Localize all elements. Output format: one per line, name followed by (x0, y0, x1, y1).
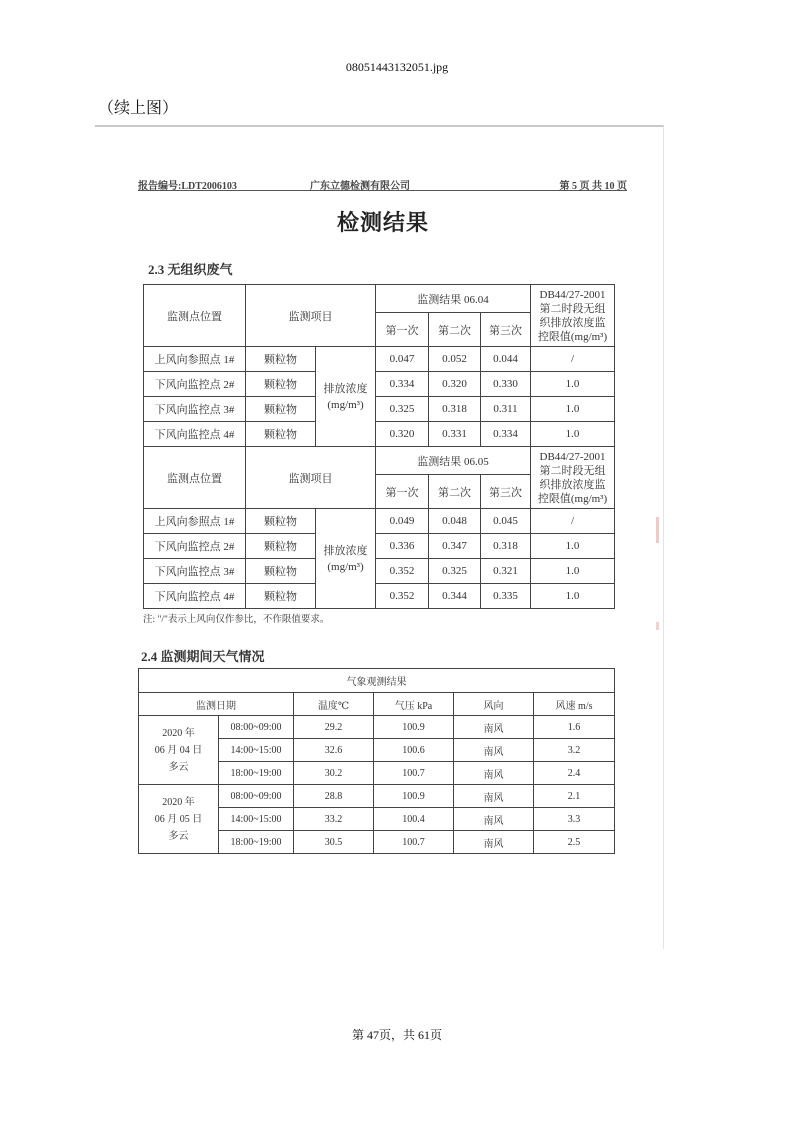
result-date-header: 监测结果 06.05 (376, 447, 531, 475)
point-cell: 下风向监控点 2# (144, 372, 246, 397)
page-title: 检测结果 (336, 210, 429, 235)
wind-speed-header: 风速 m/s (534, 693, 615, 716)
temperature-cell: 28.8 (294, 785, 374, 808)
file-name: 08051443132051.jpg (345, 60, 449, 74)
value-cell: 0.321 (481, 559, 531, 584)
date-year: 2020 年 (162, 796, 195, 808)
table-row (144, 534, 615, 559)
item-cell: 颗粒物 (246, 422, 316, 447)
concentration-label: 排放浓度 (323, 382, 368, 395)
concentration-unit: (mg/m³) (327, 560, 364, 573)
limit-header: DB44/27-2001 第二时段无组 织排放浓度监 控限值(mg/m³) (531, 447, 615, 509)
date-cell (139, 716, 219, 785)
table-row (144, 372, 615, 397)
pressure-cell: 100.7 (374, 831, 454, 854)
item-cell: 颗粒物 (246, 509, 316, 534)
point-cell: 上风向参照点 1# (144, 509, 246, 534)
time-cell: 14:00~15:00 (219, 808, 294, 831)
wind-direction-cell: 南风 (454, 785, 534, 808)
temperature-cell: 30.5 (294, 831, 374, 854)
temp-header: 温度℃ (294, 693, 374, 716)
sky-condition: 多云 (168, 830, 189, 842)
sky-condition: 多云 (168, 761, 189, 773)
value-cell: 0.336 (376, 534, 429, 559)
table-title-row (139, 669, 615, 693)
time-cell: 08:00~09:00 (219, 716, 294, 739)
pressure-cell: 100.9 (374, 716, 454, 739)
value-cell: 0.318 (429, 397, 481, 422)
third-sample-header: 第三次 (481, 475, 531, 509)
value-cell: 0.047 (376, 347, 429, 372)
wind-direction-cell: 南风 (454, 739, 534, 762)
value-cell: 0.044 (481, 347, 531, 372)
limit-cell: 1.0 (531, 534, 615, 559)
weather-table-title: 气象观测结果 (139, 669, 615, 693)
value-cell: 0.334 (376, 372, 429, 397)
table-row (144, 559, 615, 584)
result-date-header: 监测结果 06.04 (376, 285, 531, 313)
item-header: 监测项目 (246, 447, 376, 509)
wind-speed-cell: 2.5 (534, 831, 615, 854)
table-row (144, 422, 615, 447)
section-heading-weather: 2.4 监测期间天气情况 (141, 649, 265, 664)
point-cell: 下风向监控点 4# (144, 422, 246, 447)
value-cell: 0.325 (429, 559, 481, 584)
emissions-table (143, 284, 615, 609)
wind-speed-cell: 1.6 (534, 716, 615, 739)
point-cell: 下风向监控点 4# (144, 584, 246, 609)
value-cell: 0.330 (481, 372, 531, 397)
value-cell: 0.344 (429, 584, 481, 609)
date-year: 2020 年 (162, 727, 195, 739)
item-cell: 颗粒物 (246, 534, 316, 559)
wind-direction-cell: 南风 (454, 831, 534, 854)
temperature-cell: 33.2 (294, 808, 374, 831)
table-row (144, 509, 615, 534)
company-name: 广东立德检测有限公司 (310, 181, 410, 192)
table-header-row (139, 693, 615, 716)
table-row (144, 347, 615, 372)
table-header-row (144, 447, 615, 475)
point-cell: 上风向参照点 1# (144, 347, 246, 372)
concentration-unit: (mg/m³) (327, 398, 364, 411)
table-header-row (144, 285, 615, 313)
wind-direction-cell: 南风 (454, 808, 534, 831)
value-cell: 0.331 (429, 422, 481, 447)
limit-cell: 1.0 (531, 372, 615, 397)
temperature-cell: 29.2 (294, 716, 374, 739)
pressure-header: 气压 kPa (374, 693, 454, 716)
time-cell: 14:00~15:00 (219, 739, 294, 762)
wind-speed-cell: 2.1 (534, 785, 615, 808)
time-cell: 18:00~19:00 (219, 762, 294, 785)
value-cell: 0.325 (376, 397, 429, 422)
value-cell: 0.048 (429, 509, 481, 534)
item-cell: 颗粒物 (246, 584, 316, 609)
concentration-cell (316, 347, 376, 447)
scan-edge-mark (656, 622, 659, 630)
value-cell: 0.049 (376, 509, 429, 534)
point-cell: 下风向监控点 3# (144, 559, 246, 584)
table-note: 注: "/"表示上风向仅作参比，不作限值要求。 (143, 615, 330, 625)
section-heading-emissions: 2.3 无组织废气 (148, 262, 233, 277)
temperature-cell: 32.6 (294, 739, 374, 762)
concentration-label: 排放浓度 (323, 544, 368, 557)
first-sample-header: 第一次 (376, 313, 429, 347)
value-cell: 0.320 (376, 422, 429, 447)
date-month-day: 06 月 05 日 (154, 813, 203, 825)
wind-speed-cell: 3.3 (534, 808, 615, 831)
value-cell: 0.318 (481, 534, 531, 559)
point-header: 监测点位置 (144, 447, 246, 509)
pressure-cell: 100.7 (374, 762, 454, 785)
limit-cell: 1.0 (531, 584, 615, 609)
table-row (139, 716, 615, 739)
limit-cell: / (531, 347, 615, 372)
table-row (144, 584, 615, 609)
value-cell: 0.320 (429, 372, 481, 397)
limit-cell: / (531, 509, 615, 534)
item-cell: 颗粒物 (246, 372, 316, 397)
limit-cell: 1.0 (531, 559, 615, 584)
point-cell: 下风向监控点 2# (144, 534, 246, 559)
caption: （续上图） (98, 100, 179, 117)
limit-cell: 1.0 (531, 422, 615, 447)
date-header: 监测日期 (139, 693, 294, 716)
time-cell: 18:00~19:00 (219, 831, 294, 854)
limit-header: DB44/27-2001 第二时段无组 织排放浓度监 控限值(mg/m³) (531, 285, 615, 347)
wind-speed-cell: 3.2 (534, 739, 615, 762)
value-cell: 0.352 (376, 584, 429, 609)
item-cell: 颗粒物 (246, 397, 316, 422)
item-cell: 颗粒物 (246, 559, 316, 584)
third-sample-header: 第三次 (481, 313, 531, 347)
limit-cell: 1.0 (531, 397, 615, 422)
pressure-cell: 100.6 (374, 739, 454, 762)
date-cell (139, 785, 219, 854)
value-cell: 0.347 (429, 534, 481, 559)
second-sample-header: 第二次 (429, 313, 481, 347)
table-row (139, 785, 615, 808)
wind-direction-cell: 南风 (454, 716, 534, 739)
point-header: 监测点位置 (144, 285, 246, 347)
pressure-cell: 100.9 (374, 785, 454, 808)
value-cell: 0.352 (376, 559, 429, 584)
value-cell: 0.335 (481, 584, 531, 609)
point-cell: 下风向监控点 3# (144, 397, 246, 422)
pressure-cell: 100.4 (374, 808, 454, 831)
value-cell: 0.334 (481, 422, 531, 447)
second-sample-header: 第二次 (429, 475, 481, 509)
temperature-cell: 30.2 (294, 762, 374, 785)
time-cell: 08:00~09:00 (219, 785, 294, 808)
value-cell: 0.052 (429, 347, 481, 372)
value-cell: 0.311 (481, 397, 531, 422)
item-header: 监测项目 (246, 285, 376, 347)
table-row (144, 397, 615, 422)
wind-dir-header: 风向 (454, 693, 534, 716)
item-cell: 颗粒物 (246, 347, 316, 372)
header-divider (138, 190, 627, 191)
wind-direction-cell: 南风 (454, 762, 534, 785)
date-month-day: 06 月 04 日 (154, 744, 203, 756)
report-page-number: 第 5 页 共 10 页 (559, 181, 627, 192)
concentration-cell (316, 509, 376, 609)
first-sample-header: 第一次 (376, 475, 429, 509)
wind-speed-cell: 2.4 (534, 762, 615, 785)
page-footer: 第 47页，共 61页 (351, 1028, 442, 1042)
value-cell: 0.045 (481, 509, 531, 534)
scan-edge-mark (656, 517, 659, 543)
weather-table (138, 668, 615, 854)
report-number: 报告编号:LDT2006103 (138, 181, 237, 192)
